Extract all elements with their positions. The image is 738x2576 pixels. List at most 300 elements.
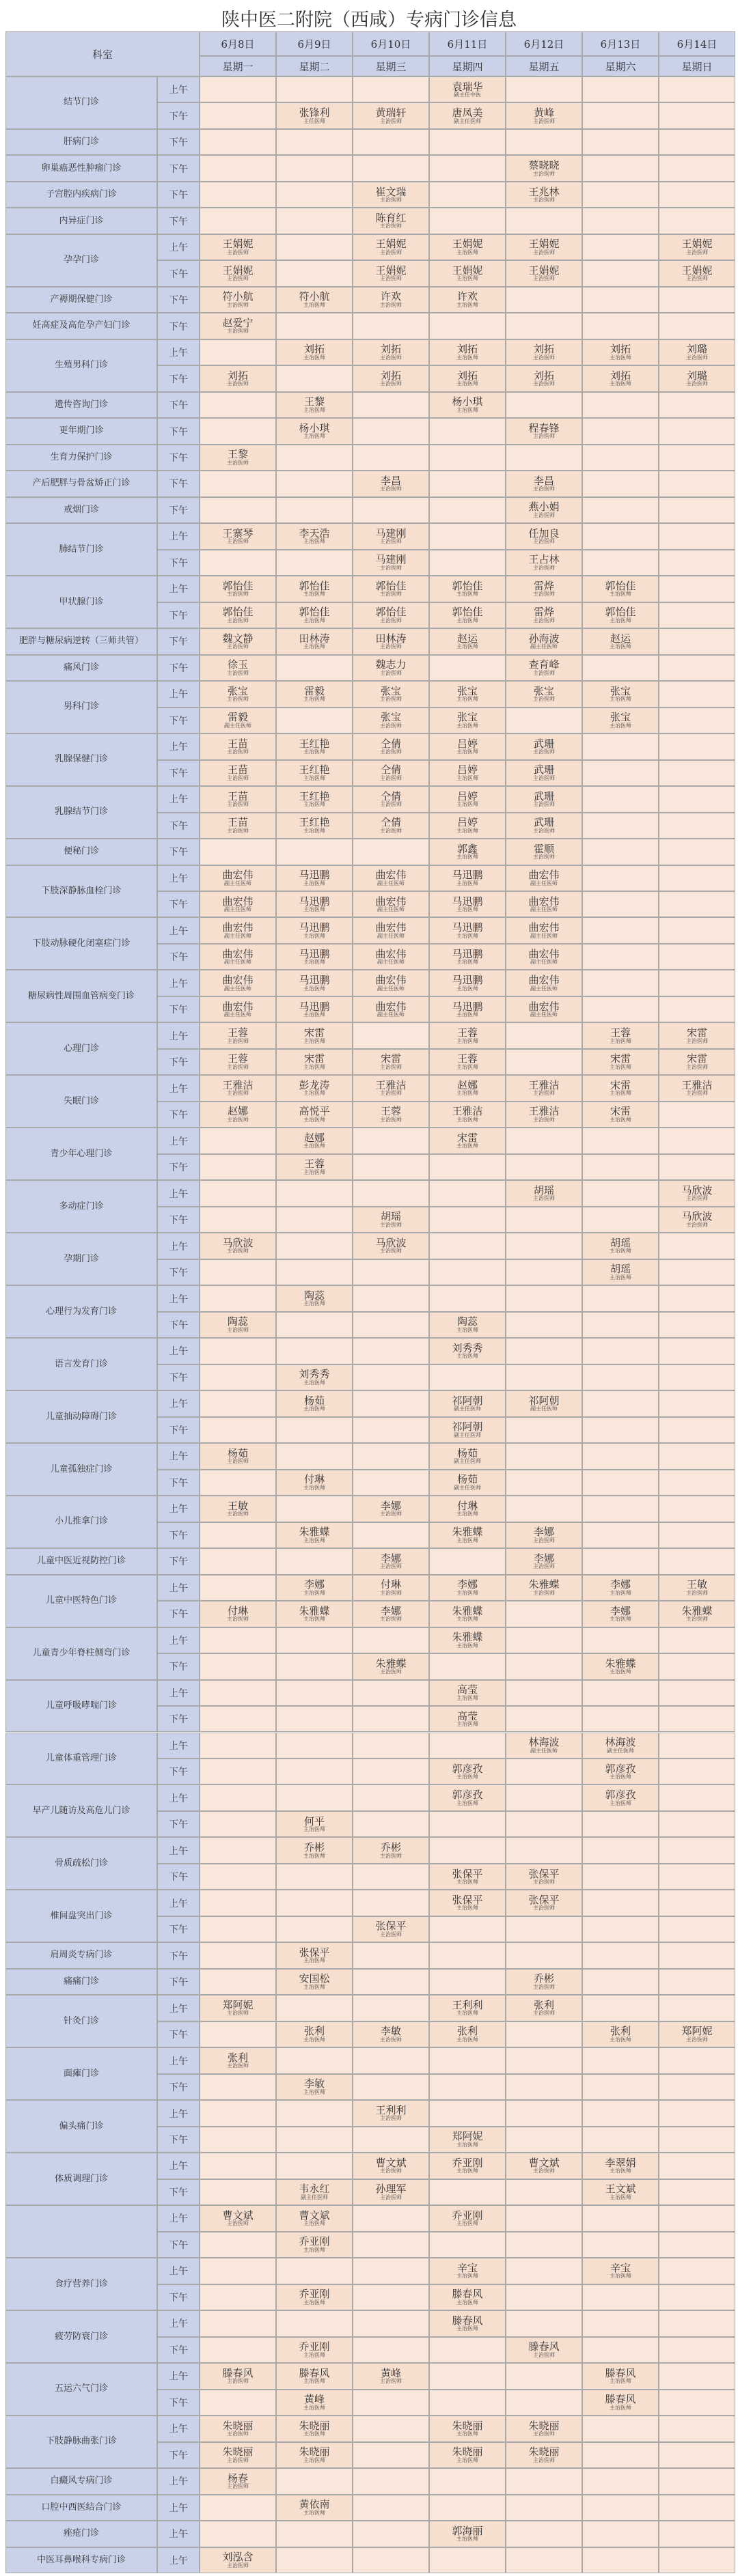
empty-cell bbox=[506, 2390, 582, 2416]
empty-cell bbox=[276, 1312, 353, 1338]
empty-cell bbox=[506, 1364, 582, 1390]
doctor-name: 滕春风 bbox=[222, 2366, 254, 2379]
empty-cell bbox=[659, 2390, 735, 2416]
empty-cell bbox=[200, 1180, 276, 1206]
empty-cell bbox=[506, 2021, 582, 2047]
doctor-name: 田林涛 bbox=[375, 632, 407, 645]
doctor-name: 安国松 bbox=[299, 1972, 330, 1985]
doctor-name: 郑阿妮 bbox=[222, 1998, 254, 2011]
empty-cell bbox=[506, 1207, 582, 1233]
doctor-cell bbox=[353, 944, 429, 970]
session-cell bbox=[157, 1180, 200, 1206]
empty-cell bbox=[582, 1522, 659, 1548]
doctor-title: 主治医师 bbox=[686, 1063, 708, 1070]
empty-cell bbox=[582, 813, 659, 839]
date-label: 6月10日 bbox=[370, 38, 411, 51]
empty-cell bbox=[659, 1154, 735, 1180]
empty-cell bbox=[659, 523, 735, 549]
doctor-name: 滕春风 bbox=[605, 2393, 636, 2406]
session-cell bbox=[157, 996, 200, 1022]
empty-cell bbox=[429, 1653, 506, 1679]
empty-cell bbox=[582, 1969, 659, 1995]
doctor-cell bbox=[353, 813, 429, 839]
session-label: 下午 bbox=[169, 137, 188, 149]
session-cell bbox=[157, 1916, 200, 1942]
doctor-cell bbox=[353, 260, 429, 286]
doctor-cell bbox=[582, 1233, 659, 1259]
empty-cell bbox=[659, 102, 735, 128]
doctor-name: 胡瑶 bbox=[533, 1184, 554, 1196]
doctor-title: 主治医师 bbox=[456, 1642, 478, 1649]
doctor-name: 王雅洁 bbox=[222, 1078, 254, 1091]
empty-cell bbox=[659, 1653, 735, 1679]
doctor-cell bbox=[276, 1128, 353, 1153]
dept-name: 乳腺结节门诊 bbox=[54, 807, 108, 817]
doctor-title: 主治医师 bbox=[456, 2325, 478, 2332]
empty-cell bbox=[200, 2521, 276, 2547]
empty-cell bbox=[276, 2258, 353, 2284]
doctor-title: 主治医师 bbox=[456, 1116, 478, 1123]
empty-cell bbox=[506, 1706, 582, 1732]
doctor-title: 主治医师 bbox=[380, 380, 402, 387]
doctor-name: 王娟妮 bbox=[681, 238, 713, 251]
session-cell bbox=[157, 1496, 200, 1522]
empty-cell bbox=[582, 497, 659, 523]
doctor-name: 刘拓 bbox=[456, 343, 478, 356]
doctor-title: 主治医师 bbox=[456, 2010, 478, 2017]
doctor-name: 李翠娟 bbox=[605, 2156, 636, 2169]
doctor-title: 主治医师 bbox=[303, 1143, 325, 1149]
empty-cell bbox=[276, 1995, 353, 2021]
session-label: 上午 bbox=[169, 1688, 188, 1699]
doctor-name: 曲宏伟 bbox=[222, 921, 254, 934]
doctor-name: 曲宏伟 bbox=[222, 947, 254, 960]
doctor-name: 乔彬 bbox=[380, 1841, 401, 1854]
doctor-title: 主治医师 bbox=[533, 2010, 555, 2017]
doctor-cell bbox=[582, 2258, 659, 2284]
session-cell bbox=[157, 2153, 200, 2179]
empty-cell bbox=[429, 2390, 506, 2416]
doctor-cell bbox=[200, 445, 276, 471]
empty-cell bbox=[506, 2468, 582, 2494]
dept-name: 骨质疏松门诊 bbox=[54, 1858, 108, 1868]
empty-cell bbox=[429, 497, 506, 523]
doctor-cell bbox=[200, 2205, 276, 2231]
empty-cell bbox=[353, 2337, 429, 2363]
empty-cell bbox=[276, 839, 353, 865]
empty-cell bbox=[582, 733, 659, 759]
doctor-title: 主治医师 bbox=[686, 249, 708, 255]
doctor-title: 主治医师 bbox=[303, 2220, 325, 2227]
empty-cell bbox=[659, 1969, 735, 1995]
doctor-cell bbox=[200, 1312, 276, 1338]
session-cell bbox=[157, 1733, 200, 1759]
header-weekday bbox=[276, 56, 353, 76]
empty-cell bbox=[276, 2468, 353, 2494]
dept-cell bbox=[5, 418, 157, 444]
session-label: 上午 bbox=[169, 689, 188, 701]
doctor-name: 郭怡佳 bbox=[605, 579, 636, 592]
doctor-name: 赵爱宁 bbox=[222, 316, 254, 329]
doctor-title: 主治医师 bbox=[610, 2194, 631, 2200]
dept-name: 偏头痛门诊 bbox=[59, 2120, 104, 2131]
doctor-name: 付琳 bbox=[380, 1578, 401, 1591]
doctor-title: 主治医师 bbox=[610, 1800, 631, 1806]
doctor-title: 主治医师 bbox=[456, 643, 478, 650]
session-label: 上午 bbox=[169, 531, 188, 543]
doctor-name: 滕春风 bbox=[452, 2314, 483, 2327]
empty-cell bbox=[582, 1128, 659, 1153]
empty-cell bbox=[353, 2468, 429, 2494]
doctor-name: 高莹 bbox=[456, 1709, 478, 1722]
empty-cell bbox=[353, 76, 429, 102]
doctor-cell bbox=[200, 2547, 276, 2573]
doctor-cell bbox=[200, 2442, 276, 2468]
doctor-name: 王娟妮 bbox=[452, 238, 483, 251]
empty-cell bbox=[506, 2521, 582, 2547]
doctor-cell bbox=[276, 1575, 353, 1601]
empty-cell bbox=[582, 155, 659, 181]
doctor-name: 王蓉 bbox=[610, 1026, 631, 1039]
session-cell bbox=[157, 1154, 200, 1180]
doctor-title: 主治医师 bbox=[610, 643, 631, 650]
doctor-cell bbox=[506, 786, 582, 812]
session-cell bbox=[157, 1417, 200, 1443]
empty-cell bbox=[353, 2442, 429, 2468]
session-cell bbox=[157, 365, 200, 391]
empty-cell bbox=[506, 2284, 582, 2310]
doctor-title: 主治医师 bbox=[533, 117, 555, 124]
doctor-title: 主治医师 bbox=[686, 1195, 708, 1202]
dept-name: 下肢动脉硬化闭塞症门诊 bbox=[32, 938, 131, 949]
doctor-cell bbox=[582, 2153, 659, 2179]
session-cell bbox=[157, 2521, 200, 2547]
doctor-name: 郭怡佳 bbox=[375, 606, 407, 619]
doctor-cell bbox=[506, 1075, 582, 1101]
doctor-title: 主治医师 bbox=[380, 1116, 402, 1123]
doctor-name: 刘拓 bbox=[380, 369, 401, 382]
doctor-title: 副主任医师 bbox=[530, 880, 558, 886]
empty-cell bbox=[506, 1233, 582, 1259]
session-cell bbox=[157, 1784, 200, 1810]
doctor-name: 王寨琴 bbox=[222, 527, 254, 540]
empty-cell bbox=[276, 1207, 353, 1233]
session-label: 下午 bbox=[169, 2082, 188, 2094]
doctor-name: 黄瑞轩 bbox=[375, 107, 407, 120]
empty-cell bbox=[200, 550, 276, 576]
doctor-title: 主治医师 bbox=[380, 2036, 402, 2043]
session-label: 下午 bbox=[169, 1425, 188, 1436]
doctor-cell bbox=[429, 2258, 506, 2284]
dept-name: 肩周炎专病门诊 bbox=[50, 1950, 113, 1961]
doctor-title: 副主任医师 bbox=[454, 1405, 481, 1412]
doctor-name: 郑阿妮 bbox=[452, 2130, 483, 2143]
doctor-name: 陶蕊 bbox=[227, 1315, 248, 1328]
empty-cell bbox=[200, 1942, 276, 1968]
session-cell bbox=[157, 1706, 200, 1732]
doctor-title: 主治医师 bbox=[686, 1589, 708, 1596]
doctor-title: 主治医师 bbox=[610, 617, 631, 624]
empty-cell bbox=[276, 208, 353, 234]
doctor-name: 朱晓丽 bbox=[222, 2419, 254, 2432]
empty-cell bbox=[200, 1811, 276, 1837]
doctor-title: 主治医师 bbox=[610, 1616, 631, 1623]
empty-cell bbox=[353, 1180, 429, 1206]
session-label: 下午 bbox=[169, 636, 188, 648]
doctor-title: 副主任医师 bbox=[224, 1011, 251, 1018]
empty-cell bbox=[659, 1706, 735, 1732]
empty-cell bbox=[506, 2074, 582, 2100]
header-weekday bbox=[582, 56, 659, 76]
dept-name: 面瘫门诊 bbox=[63, 2068, 99, 2079]
empty-cell bbox=[582, 1864, 659, 1890]
doctor-name: 崔文瑞 bbox=[375, 185, 407, 198]
session-cell bbox=[157, 917, 200, 943]
empty-cell bbox=[582, 2468, 659, 2494]
dept-name: 五运六气门诊 bbox=[54, 2383, 108, 2394]
doctor-title: 主治医师 bbox=[380, 1511, 402, 1517]
doctor-title: 主治医师 bbox=[380, 801, 402, 808]
empty-cell bbox=[659, 1548, 735, 1574]
doctor-name: 马迅鹏 bbox=[299, 921, 330, 934]
doctor-cell bbox=[200, 1049, 276, 1075]
empty-cell bbox=[582, 865, 659, 891]
doctor-cell bbox=[506, 760, 582, 786]
doctor-title: 主治医师 bbox=[227, 1090, 249, 1097]
doctor-title: 主治医师 bbox=[227, 2483, 249, 2490]
doctor-title: 主治医师 bbox=[533, 512, 555, 518]
doctor-name: 田林涛 bbox=[299, 632, 330, 645]
doctor-name: 乔亚刚 bbox=[299, 2340, 330, 2353]
doctor-cell bbox=[276, 1811, 353, 1837]
doctor-cell bbox=[276, 2179, 353, 2205]
empty-cell bbox=[659, 129, 735, 155]
dept-cell bbox=[5, 2416, 157, 2468]
doctor-cell bbox=[429, 1417, 506, 1443]
doctor-name: 陶蕊 bbox=[456, 1315, 478, 1328]
dept-cell bbox=[5, 76, 157, 129]
doctor-name: 曲宏伟 bbox=[528, 921, 560, 934]
session-cell bbox=[157, 2337, 200, 2363]
doctor-name: 吕婷 bbox=[456, 816, 478, 829]
doctor-title: 主治医师 bbox=[456, 1800, 478, 1806]
doctor-title: 主治医师 bbox=[533, 564, 555, 571]
empty-cell bbox=[582, 2100, 659, 2126]
doctor-title: 主治医师 bbox=[456, 854, 478, 860]
session-label: 下午 bbox=[169, 1950, 188, 1962]
session-cell bbox=[157, 681, 200, 707]
doctor-name: 宋雷 bbox=[610, 1078, 631, 1091]
doctor-name: 马迅鹏 bbox=[452, 974, 483, 987]
doctor-name: 王雅洁 bbox=[528, 1105, 560, 1118]
session-cell bbox=[157, 760, 200, 786]
doctor-cell bbox=[353, 865, 429, 891]
doctor-cell bbox=[276, 2416, 353, 2441]
doctor-name: 王兆林 bbox=[528, 185, 560, 198]
dept-name: 遗传咨询门诊 bbox=[54, 399, 108, 410]
weekday-label: 星期四 bbox=[452, 60, 483, 73]
doctor-name: 王雅洁 bbox=[528, 1078, 560, 1091]
doctor-title: 主治医师 bbox=[380, 2378, 402, 2385]
dept-cell bbox=[5, 1942, 157, 1968]
doctor-name: 宋雷 bbox=[610, 1105, 631, 1118]
doctor-cell bbox=[429, 602, 506, 628]
doctor-name: 朱晓丽 bbox=[452, 2446, 483, 2459]
session-cell bbox=[157, 2547, 200, 2573]
empty-cell bbox=[276, 129, 353, 155]
empty-cell bbox=[200, 182, 276, 208]
empty-cell bbox=[659, 760, 735, 786]
empty-cell bbox=[353, 2258, 429, 2284]
doctor-title: 主治医师 bbox=[456, 1011, 478, 1018]
doctor-name: 黄峰 bbox=[303, 2393, 325, 2406]
doctor-title: 主治医师 bbox=[227, 249, 249, 255]
doctor-title: 主治医师 bbox=[533, 1879, 555, 1885]
session-label: 上午 bbox=[169, 794, 188, 806]
doctor-title: 主治医师 bbox=[303, 2036, 325, 2043]
doctor-title: 副主任医师 bbox=[377, 932, 405, 939]
empty-cell bbox=[353, 1128, 429, 1153]
doctor-name: 杨茹 bbox=[303, 1394, 325, 1407]
dept-cell bbox=[5, 1548, 157, 1574]
doctor-name: 杨小琪 bbox=[299, 421, 330, 434]
doctor-cell bbox=[659, 1180, 735, 1206]
doctor-name: 宋雷 bbox=[303, 1026, 325, 1039]
session-label: 下午 bbox=[169, 190, 188, 201]
doctor-cell bbox=[506, 576, 582, 602]
doctor-cell bbox=[276, 523, 353, 549]
empty-cell bbox=[582, 102, 659, 128]
dept-cell bbox=[5, 1128, 157, 1180]
doctor-name: 何平 bbox=[303, 1815, 325, 1828]
empty-cell bbox=[506, 2205, 582, 2231]
empty-cell bbox=[582, 2127, 659, 2153]
doctor-title: 主治医师 bbox=[303, 2088, 325, 2095]
empty-cell bbox=[506, 708, 582, 733]
empty-cell bbox=[659, 1443, 735, 1469]
doctor-cell bbox=[429, 839, 506, 865]
doctor-cell bbox=[429, 260, 506, 286]
doctor-title: 主治医师 bbox=[303, 354, 325, 361]
doctor-title: 主治医师 bbox=[227, 1326, 249, 1333]
doctor-title: 主治医师 bbox=[456, 748, 478, 755]
doctor-name: 王娟妮 bbox=[452, 264, 483, 277]
doctor-title: 主治医师 bbox=[456, 1589, 478, 1596]
doctor-title: 主治医师 bbox=[227, 801, 249, 808]
doctor-cell bbox=[353, 339, 429, 365]
session-label: 上午 bbox=[169, 873, 188, 884]
doctor-cell bbox=[506, 865, 582, 891]
doctor-name: 张宝 bbox=[533, 684, 554, 697]
doctor-name: 曲宏伟 bbox=[375, 921, 407, 934]
doctor-title: 主治医师 bbox=[380, 1616, 402, 1623]
doctor-cell bbox=[582, 2390, 659, 2416]
doctor-title: 主治医师 bbox=[227, 774, 249, 781]
session-label: 下午 bbox=[169, 1319, 188, 1331]
doctor-name: 王蓉 bbox=[456, 1052, 478, 1065]
doctor-title: 主治医师 bbox=[227, 591, 249, 598]
dept-name: 糖尿病性周围血管病变门诊 bbox=[27, 990, 135, 1001]
session-label: 上午 bbox=[169, 2529, 188, 2540]
empty-cell bbox=[200, 1417, 276, 1443]
doctor-title: 主治医师 bbox=[303, 433, 325, 440]
doctor-cell bbox=[353, 1601, 429, 1627]
doctor-cell bbox=[582, 1075, 659, 1101]
doctor-cell bbox=[429, 1575, 506, 1601]
doctor-name: 黄峰 bbox=[533, 107, 554, 120]
dept-name: 子宫腔内疾病门诊 bbox=[45, 189, 117, 200]
empty-cell bbox=[659, 655, 735, 681]
doctor-title: 副主任医师 bbox=[224, 985, 251, 992]
dept-name: 早产儿随访及高危儿门诊 bbox=[32, 1805, 131, 1816]
doctor-name: 曲宏伟 bbox=[375, 947, 407, 960]
doctor-name: 王娟妮 bbox=[528, 238, 560, 251]
empty-cell bbox=[429, 1207, 506, 1233]
date-label: 6月11日 bbox=[447, 38, 488, 51]
doctor-title: 主治医师 bbox=[227, 696, 249, 703]
doctor-name: 武珊 bbox=[533, 789, 554, 802]
header-weekday bbox=[506, 56, 582, 76]
empty-cell bbox=[659, 418, 735, 444]
doctor-name: 霍顺 bbox=[533, 842, 554, 855]
empty-cell bbox=[276, 1259, 353, 1285]
empty-cell bbox=[429, 1837, 506, 1863]
doctor-cell bbox=[200, 733, 276, 759]
doctor-name: 朱雅蝶 bbox=[452, 1526, 483, 1539]
doctor-name: 郭海丽 bbox=[452, 2524, 483, 2537]
session-cell bbox=[157, 2179, 200, 2205]
empty-cell bbox=[506, 1338, 582, 1364]
doctor-name: 仝倩 bbox=[380, 816, 401, 829]
doctor-name: 黄依南 bbox=[299, 2498, 330, 2511]
doctor-title: 主治医师 bbox=[610, 1090, 631, 1097]
dept-name: 更年期门诊 bbox=[59, 425, 104, 436]
doctor-cell bbox=[429, 2127, 506, 2153]
doctor-title: 副主任医师 bbox=[224, 722, 251, 729]
doctor-cell bbox=[353, 970, 429, 996]
session-label: 上午 bbox=[169, 1740, 188, 1752]
doctor-title: 主治医师 bbox=[303, 1957, 325, 1964]
empty-cell bbox=[506, 1154, 582, 1180]
doctor-cell bbox=[429, 1443, 506, 1469]
doctor-cell bbox=[429, 628, 506, 654]
empty-cell bbox=[582, 2205, 659, 2231]
doctor-name: 王苗 bbox=[227, 816, 248, 829]
empty-cell bbox=[582, 2074, 659, 2100]
empty-cell bbox=[582, 313, 659, 339]
empty-cell bbox=[353, 1759, 429, 1784]
empty-cell bbox=[353, 1364, 429, 1390]
doctor-title: 主治医师 bbox=[227, 2010, 249, 2017]
doctor-name: 王蓉 bbox=[303, 1158, 325, 1171]
empty-cell bbox=[276, 1706, 353, 1732]
doctor-title: 主治医师 bbox=[303, 801, 325, 808]
doctor-cell bbox=[659, 2021, 735, 2047]
doctor-name: 李娜 bbox=[380, 1499, 401, 1512]
doctor-name: 刘拓 bbox=[610, 343, 631, 356]
doctor-name: 张保平 bbox=[299, 1946, 330, 1959]
doctor-title: 主治医师 bbox=[456, 2536, 478, 2543]
empty-cell bbox=[506, 1601, 582, 1627]
doctor-title: 主治医师 bbox=[380, 748, 402, 755]
doctor-name: 郭怡佳 bbox=[452, 579, 483, 592]
dept-cell bbox=[5, 1496, 157, 1548]
doctor-title: 主治医师 bbox=[686, 354, 708, 361]
doctor-cell bbox=[200, 1601, 276, 1627]
empty-cell bbox=[429, 1180, 506, 1206]
empty-cell bbox=[506, 76, 582, 102]
empty-cell bbox=[582, 471, 659, 496]
